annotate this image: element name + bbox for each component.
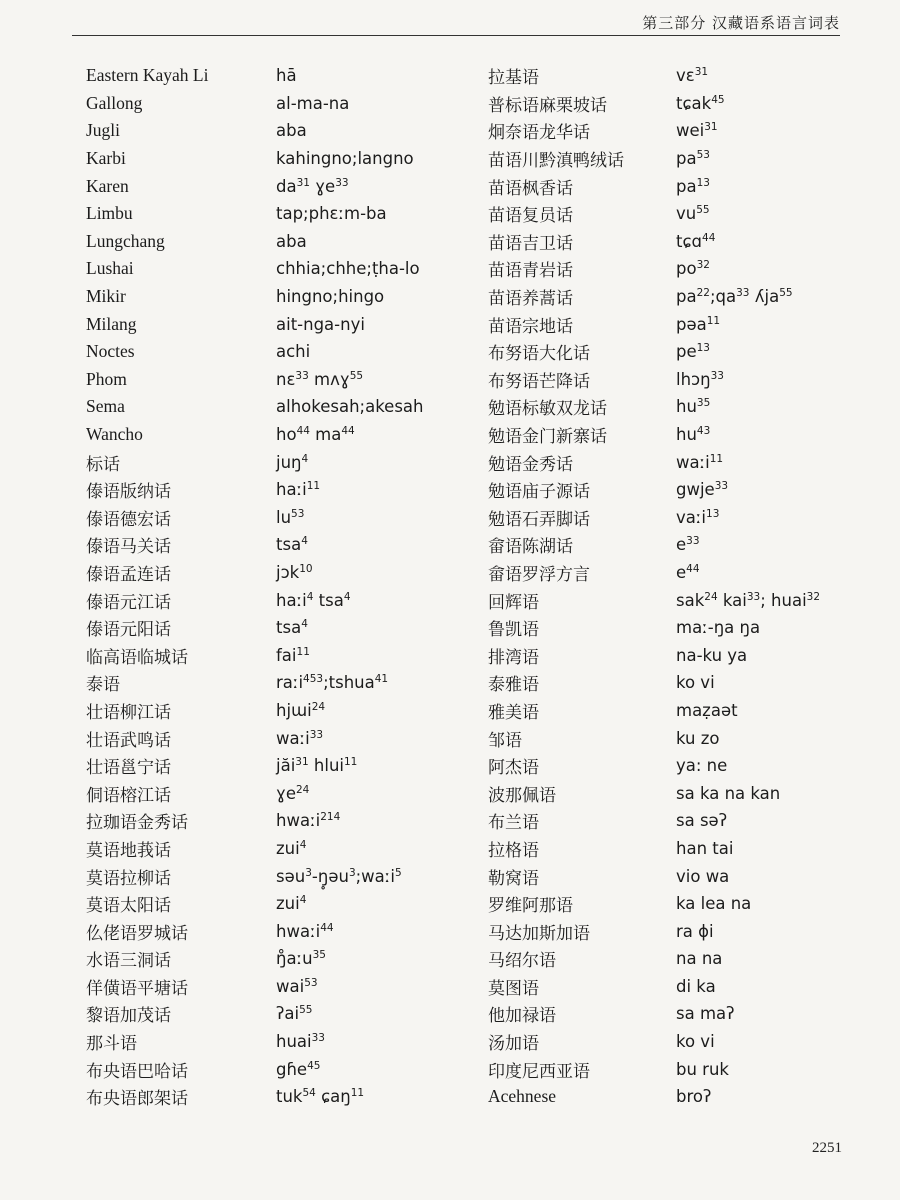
language-name: 布央语郎架话 xyxy=(86,1089,188,1110)
language-name: 佯僙语平塘话 xyxy=(86,978,188,999)
entry-row xyxy=(488,779,868,807)
word-form: vɛ$^{31}$ xyxy=(676,66,709,86)
word-form: sa səʔ xyxy=(676,811,728,831)
word-form: pəa$^{11}$ xyxy=(676,314,721,334)
entry-row xyxy=(488,945,868,973)
word-form: hjɯi$^{24}$ xyxy=(276,700,326,720)
language-name: 普标语麻栗坡话 xyxy=(488,95,607,116)
word-form: kahingno;langno xyxy=(276,149,414,169)
language-name: 傣语元江话 xyxy=(86,592,171,613)
language-name: 苗语吉卫话 xyxy=(488,233,573,254)
entry-row xyxy=(86,779,476,807)
entry-row xyxy=(488,697,868,725)
language-name: Lushai xyxy=(86,258,134,279)
entry-row xyxy=(86,200,476,228)
language-name: 拉珈语金秀话 xyxy=(86,813,188,834)
word-form: aba xyxy=(276,231,307,251)
word-form: ʔai$^{55}$ xyxy=(276,1004,313,1024)
entry-row xyxy=(86,421,476,449)
language-name: 黎语加茂话 xyxy=(86,1006,171,1027)
entry-row xyxy=(488,586,868,614)
entry-row xyxy=(488,145,868,173)
word-form: al-ma-na xyxy=(276,93,350,113)
word-form: lhɔŋ$^{33}$ xyxy=(676,369,724,389)
word-form: jɔk$^{10}$ xyxy=(276,562,313,582)
language-name: 苗语养蒿话 xyxy=(488,289,573,310)
entry-row xyxy=(488,200,868,228)
language-name: 勉语庙子源话 xyxy=(488,482,590,503)
entry-row xyxy=(86,172,476,200)
word-form: $da^{31}$ ɣe$^{33}$ xyxy=(276,176,349,196)
word-form: sa maʔ xyxy=(676,1004,735,1024)
entry-row xyxy=(86,752,476,780)
language-name: 壮语柳江话 xyxy=(86,702,171,723)
entry-row xyxy=(488,283,868,311)
word-form: $pa^{13}$ xyxy=(676,176,710,196)
language-name: 勉语金秀话 xyxy=(488,454,573,475)
word-form: $po^{32}$ xyxy=(676,259,710,279)
word-form: zui$^4$ xyxy=(276,838,307,858)
entry-row xyxy=(86,1028,476,1056)
entry-row xyxy=(86,1055,476,1083)
entry-row xyxy=(86,586,476,614)
right-column xyxy=(488,62,868,1111)
word-form: $pe^{13}$ xyxy=(676,342,710,362)
word-form: ra ɸi xyxy=(676,921,714,941)
language-name: 苗语川黔滇鸭绒话 xyxy=(488,151,624,172)
language-name: 临高语临城话 xyxy=(86,647,188,668)
entry-row xyxy=(86,917,476,945)
language-name: 苗语青岩话 xyxy=(488,261,573,282)
language-name: 勒窝语 xyxy=(488,868,539,889)
language-name: 汤加语 xyxy=(488,1034,539,1055)
language-name: 莫语拉柳话 xyxy=(86,868,171,889)
word-form: $pa^{22};qa^{33}$ ʎja$^{55}$ xyxy=(676,287,793,307)
entry-row xyxy=(488,1000,868,1028)
word-form: broʔ xyxy=(676,1087,712,1107)
entry-row xyxy=(86,697,476,725)
language-name: 雅美语 xyxy=(488,702,539,723)
entry-row xyxy=(488,62,868,90)
language-name: 他加禄语 xyxy=(488,1006,556,1027)
entry-row xyxy=(488,117,868,145)
entry-row xyxy=(488,862,868,890)
word-form: hingno;hingo xyxy=(276,287,385,307)
entry-row xyxy=(86,890,476,918)
word-form: səu$^3$-ŋ̥əu$^3$;waːi$^5$ xyxy=(276,866,402,886)
language-name: 莫图语 xyxy=(488,978,539,999)
language-name: 苗语复员话 xyxy=(488,206,573,227)
word-form: tap;phɛːm-ba xyxy=(276,204,387,224)
word-form: zui$^4$ xyxy=(276,894,307,914)
word-form: $lu^{53}$ xyxy=(276,507,305,527)
word-form: $e^{33}$ xyxy=(676,535,700,555)
left-column xyxy=(86,62,476,1111)
word-form: haːi$^4$ tsa$^4$ xyxy=(276,590,351,610)
word-form: han tai xyxy=(676,838,734,858)
running-header: 第三部分 汉藏语系语言词表 xyxy=(642,14,840,32)
entry-row xyxy=(488,835,868,863)
word-form: ka lea na xyxy=(676,894,752,914)
language-name: Milang xyxy=(86,313,137,334)
word-form: hwaːi$^{44}$ xyxy=(276,921,334,941)
entry-row xyxy=(488,531,868,559)
entry-row xyxy=(488,366,868,394)
entry-row xyxy=(86,641,476,669)
entry-row xyxy=(86,90,476,118)
word-form: juŋ$^4$ xyxy=(276,452,309,472)
language-name: 马达加斯加语 xyxy=(488,923,590,944)
language-name: 回辉语 xyxy=(488,592,539,613)
word-form: gwje$^{33}$ xyxy=(676,480,729,500)
word-form: tuk$^{54}$ ɕaŋ$^{11}$ xyxy=(276,1087,365,1107)
entry-row xyxy=(488,807,868,835)
language-name: 畲语陈湖话 xyxy=(488,537,573,558)
word-form: waːi$^{33}$ xyxy=(276,728,324,748)
language-name: Karen xyxy=(86,175,129,196)
word-form: haːi$^{11}$ xyxy=(276,480,321,500)
language-name: 苗语枫香话 xyxy=(488,178,573,199)
language-name: 罗维阿那语 xyxy=(488,896,573,917)
entry-row xyxy=(86,559,476,587)
entry-row xyxy=(86,310,476,338)
entry-row xyxy=(86,614,476,642)
entry-row xyxy=(488,752,868,780)
language-name: 拉基语 xyxy=(488,68,539,89)
entry-row xyxy=(86,338,476,366)
language-name: 仫佬语罗城话 xyxy=(86,923,188,944)
entry-row xyxy=(488,890,868,918)
entry-row xyxy=(488,90,868,118)
entry-row xyxy=(488,310,868,338)
entry-row xyxy=(488,1083,868,1111)
language-name: 傣语孟连话 xyxy=(86,564,171,585)
language-name: 侗语榕江话 xyxy=(86,785,171,806)
entry-row xyxy=(488,669,868,697)
language-name: 傣语版纳话 xyxy=(86,482,171,503)
entry-row xyxy=(488,1055,868,1083)
word-form: $e^{44}$ xyxy=(676,562,700,582)
entry-row xyxy=(86,476,476,504)
language-name: 鲁凯语 xyxy=(488,620,539,641)
entry-row xyxy=(86,255,476,283)
word-form: $vu^{55}$ xyxy=(676,204,710,224)
word-form: gɦe$^{45}$ xyxy=(276,1059,321,1079)
language-name: 标话 xyxy=(86,454,120,475)
language-name: 勉语石弄脚话 xyxy=(488,509,590,530)
language-name: Limbu xyxy=(86,203,133,224)
entry-row xyxy=(488,917,868,945)
entry-row xyxy=(488,476,868,504)
entry-row xyxy=(488,338,868,366)
language-name: 泰语 xyxy=(86,675,120,696)
word-form: aba xyxy=(276,121,307,141)
entry-row xyxy=(488,255,868,283)
word-form: ait-nga-nyi xyxy=(276,314,365,334)
entry-row xyxy=(86,1083,476,1111)
word-form: vio wa xyxy=(676,866,730,886)
language-name: Noctes xyxy=(86,341,135,362)
entry-row xyxy=(488,641,868,669)
entry-row xyxy=(86,835,476,863)
entry-row xyxy=(86,945,476,973)
language-name: Wancho xyxy=(86,424,143,445)
entry-row xyxy=(488,614,868,642)
language-name: Acehnese xyxy=(488,1086,557,1107)
word-form: ku zo xyxy=(676,728,720,748)
language-name: Eastern Kayah Li xyxy=(86,65,209,86)
word-form: ɣe$^{24}$ xyxy=(276,783,310,803)
entry-row xyxy=(488,448,868,476)
language-name: 畲语罗浮方言 xyxy=(488,564,590,585)
language-name: 壮语邕宁话 xyxy=(86,758,171,779)
language-name: 波那佩语 xyxy=(488,785,556,806)
word-form: tɕak$^{45}$ xyxy=(676,93,725,113)
language-name: Phom xyxy=(86,368,127,389)
word-form: alhokesah;akesah xyxy=(276,397,424,417)
language-name: 壮语武鸣话 xyxy=(86,730,171,751)
entry-row xyxy=(86,531,476,559)
word-form: $pa^{53}$ xyxy=(676,149,710,169)
word-form: achi xyxy=(276,342,311,362)
word-form: sak$^{24}$ kai$^{33}$; huai$^{32}$ xyxy=(676,590,821,610)
entry-row xyxy=(86,862,476,890)
language-name: 苗语宗地话 xyxy=(488,316,573,337)
entry-row xyxy=(488,504,868,532)
word-form: hwaːi$^{214}$ xyxy=(276,811,341,831)
language-name: 那斗语 xyxy=(86,1034,137,1055)
language-name: 炯奈语龙华话 xyxy=(488,123,590,144)
language-name: 邹语 xyxy=(488,730,522,751)
entry-row xyxy=(86,117,476,145)
entry-row xyxy=(86,145,476,173)
language-name: Mikir xyxy=(86,286,126,307)
word-form: tɕɑ$^{44}$ xyxy=(676,231,716,251)
entry-row xyxy=(488,393,868,421)
language-name: 印度尼西亚语 xyxy=(488,1061,590,1082)
word-form: di ka xyxy=(676,976,716,996)
word-form: jăi$^{31}$ hlui$^{11}$ xyxy=(276,756,358,776)
language-name: 傣语德宏话 xyxy=(86,509,171,530)
language-name: Gallong xyxy=(86,92,143,113)
word-form: nɛ$^{33}$ mʌɣ$^{55}$ xyxy=(276,369,364,389)
word-form: ŋ̊aːu$^{35}$ xyxy=(276,949,326,969)
language-name: 勉语金门新寨话 xyxy=(488,427,607,448)
word-form: maː-ŋa ŋa xyxy=(676,618,761,638)
entry-row xyxy=(488,973,868,1001)
word-form: sa ka na kan xyxy=(676,783,781,803)
entry-row xyxy=(488,421,868,449)
header-rule xyxy=(72,35,840,36)
entry-row xyxy=(488,172,868,200)
language-name: 勉语标敏双龙话 xyxy=(488,399,607,420)
word-form: waːi$^{11}$ xyxy=(676,452,724,472)
language-name: 马绍尔语 xyxy=(488,951,556,972)
language-name: 布兰语 xyxy=(488,813,539,834)
word-form: tsa$^4$ xyxy=(276,535,308,555)
word-form: na-ku ya xyxy=(676,645,748,665)
entry-row xyxy=(86,504,476,532)
word-form: bu ruk xyxy=(676,1059,729,1079)
language-name: 泰雅语 xyxy=(488,675,539,696)
word-form: ko vi xyxy=(676,1032,715,1052)
entry-row xyxy=(86,724,476,752)
entry-row xyxy=(488,559,868,587)
word-form: ko vi xyxy=(676,673,715,693)
word-form: $hu^{43}$ xyxy=(676,425,711,445)
word-form: fai$^{11}$ xyxy=(276,645,310,665)
entry-row xyxy=(86,1000,476,1028)
language-name: 布努语大化话 xyxy=(488,344,590,365)
entry-row xyxy=(488,228,868,256)
language-name: Karbi xyxy=(86,148,126,169)
entry-row xyxy=(86,283,476,311)
entry-row xyxy=(86,228,476,256)
language-name: 阿杰语 xyxy=(488,758,539,779)
entry-row xyxy=(488,724,868,752)
language-name: 排湾语 xyxy=(488,647,539,668)
entry-row xyxy=(488,1028,868,1056)
language-name: 莫语太阳话 xyxy=(86,896,171,917)
language-name: 傣语元阳话 xyxy=(86,620,171,641)
language-name: 布央语巴哈话 xyxy=(86,1061,188,1082)
word-form: raːi$^{453}$;tshua$^{41}$ xyxy=(276,673,389,693)
page-number: 2251 xyxy=(812,1140,842,1156)
language-name: 莫语地莪话 xyxy=(86,840,171,861)
word-form: ya: ne xyxy=(676,756,728,776)
entry-row xyxy=(86,448,476,476)
word-form: vaːi$^{13}$ xyxy=(676,507,720,527)
language-name: 傣语马关话 xyxy=(86,537,171,558)
entry-row xyxy=(86,366,476,394)
language-name: 布努语芒降话 xyxy=(488,371,590,392)
word-form: maẓaət xyxy=(676,700,738,720)
language-name: Jugli xyxy=(86,120,121,141)
entry-row xyxy=(86,973,476,1001)
entry-row xyxy=(86,62,476,90)
word-form: $ho^{44}$ $ma^{44}$ xyxy=(276,425,355,445)
entry-row xyxy=(86,807,476,835)
word-form: wei$^{31}$ xyxy=(676,121,718,141)
word-form: chhia;chhe;ṭha-lo xyxy=(276,259,420,279)
entry-row xyxy=(86,669,476,697)
word-form: hā xyxy=(276,66,297,86)
word-form: $hu^{35}$ xyxy=(676,397,711,417)
language-name: Sema xyxy=(86,396,125,417)
entry-row xyxy=(86,393,476,421)
word-form: wai$^{53}$ xyxy=(276,976,318,996)
word-form: tsa$^4$ xyxy=(276,618,308,638)
language-name: Lungchang xyxy=(86,230,165,251)
word-form: huai$^{33}$ xyxy=(276,1032,325,1052)
word-form: na na xyxy=(676,949,723,969)
language-name: 拉格语 xyxy=(488,840,539,861)
language-name: 水语三洞话 xyxy=(86,951,171,972)
page-header xyxy=(0,0,900,40)
